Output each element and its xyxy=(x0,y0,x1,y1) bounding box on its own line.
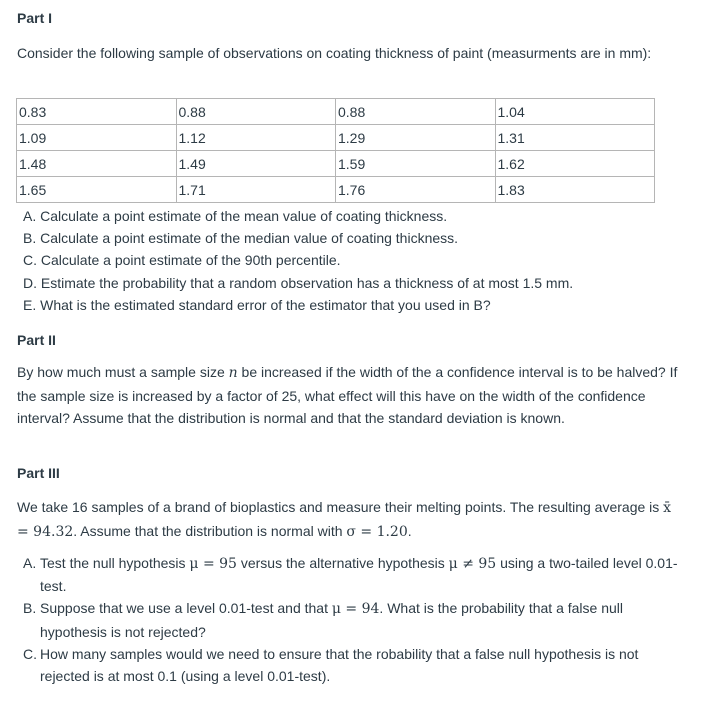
table-cell: 1.65 xyxy=(17,177,177,203)
table-cell: 1.04 xyxy=(495,99,655,125)
table-cell: 1.83 xyxy=(495,177,655,203)
part1-questions xyxy=(23,205,693,316)
part2-text-after: be increased if the width of the a confidence interval is to be halved? If the sample size is increased by a factor of 25, what effect will this have on the width of the confidence interval? Assume that the distribution is normal and that the standard deviation is known. xyxy=(17,364,678,426)
table-cell: 1.09 xyxy=(17,125,177,151)
part2-text xyxy=(17,361,687,430)
table-cell: 1.59 xyxy=(336,151,496,177)
part3-qa-null: μ = 95 xyxy=(189,556,237,572)
xbar-equation: x̄ = 94.32 xyxy=(17,500,672,540)
part2-heading: Part II xyxy=(17,332,56,348)
part3-heading: Part III xyxy=(17,465,60,481)
part3-qa-text3: using a two-tailed level 0.01-test. xyxy=(40,555,678,595)
part3-qa-text2: versus the alternative hypothesis xyxy=(236,555,449,571)
table-cell: 1.62 xyxy=(495,151,655,177)
observations-table xyxy=(16,98,655,203)
var-n: n xyxy=(228,365,238,381)
sigma-equation: σ = 1.20 xyxy=(346,523,408,540)
table-row xyxy=(17,177,655,203)
part3-qa-label: A. xyxy=(23,555,37,571)
table-cell: 1.29 xyxy=(336,125,496,151)
part3-text1: We take 16 samples of a brand of bioplastics and measure their melting points. The resulting average is xyxy=(17,499,664,515)
part3-qb-mu: μ = 94 xyxy=(331,601,380,618)
part3-questions xyxy=(23,552,678,687)
table-row xyxy=(17,125,655,151)
part3-qb-label: B. xyxy=(23,600,37,617)
part3-question-b xyxy=(23,597,678,642)
table-cell: 0.88 xyxy=(336,99,496,125)
table-cell: 1.31 xyxy=(495,125,655,151)
question-d: D. Estimate the probability that a random observation has a thickness of at most 1.5 mm. xyxy=(23,274,574,291)
table-row xyxy=(17,151,655,177)
part3-question-c xyxy=(23,643,678,687)
part3-qa-text1: Test the null hypothesis xyxy=(40,555,190,571)
question-e: E. What is the estimated standard error of the estimator that you used in B? xyxy=(23,296,491,313)
part3-intro xyxy=(17,496,687,543)
part3-text3: . xyxy=(407,522,412,539)
table-cell: 0.88 xyxy=(176,99,336,125)
table-cell: 1.48 xyxy=(17,151,177,177)
part3-qa-alt: μ ≠ 95 xyxy=(448,556,497,572)
question-b: B. Calculate a point estimate of the median value of coating thickness. xyxy=(23,230,459,247)
table-cell: 1.12 xyxy=(176,125,336,151)
table-cell: 1.49 xyxy=(176,151,336,177)
question-c: C. Calculate a point estimate of the 90th percentile. xyxy=(23,252,341,269)
part3-qc-label: C. xyxy=(23,645,37,662)
table-row xyxy=(17,99,655,125)
part3-question-a xyxy=(23,552,678,597)
part3-qc-text1: How many samples would we need to ensure that the robability that a false null hypothesis is not rejected is at most 0.1 (using a level 0.01-test). xyxy=(40,645,639,685)
table-cell: 1.71 xyxy=(176,177,336,203)
part1-heading: Part I xyxy=(17,10,53,26)
part1-intro: Consider the following sample of observations on coating thickness of paint (measurments are in mm): xyxy=(17,45,652,61)
part3-qb-text1: Suppose that we use a level 0.01-test and that xyxy=(40,600,332,617)
table-cell: 0.83 xyxy=(17,99,177,125)
part3-text2: . Assume that the distribution is normal with xyxy=(73,522,347,539)
part2-text-before: By how much must a sample size xyxy=(17,364,229,380)
question-a: A. Calculate a point estimate of the mean value of coating thickness. xyxy=(23,208,448,224)
table-cell: 1.76 xyxy=(336,177,496,203)
part3-qb-text2: . What is the probability that a false null hypothesis is not rejected? xyxy=(40,600,623,640)
